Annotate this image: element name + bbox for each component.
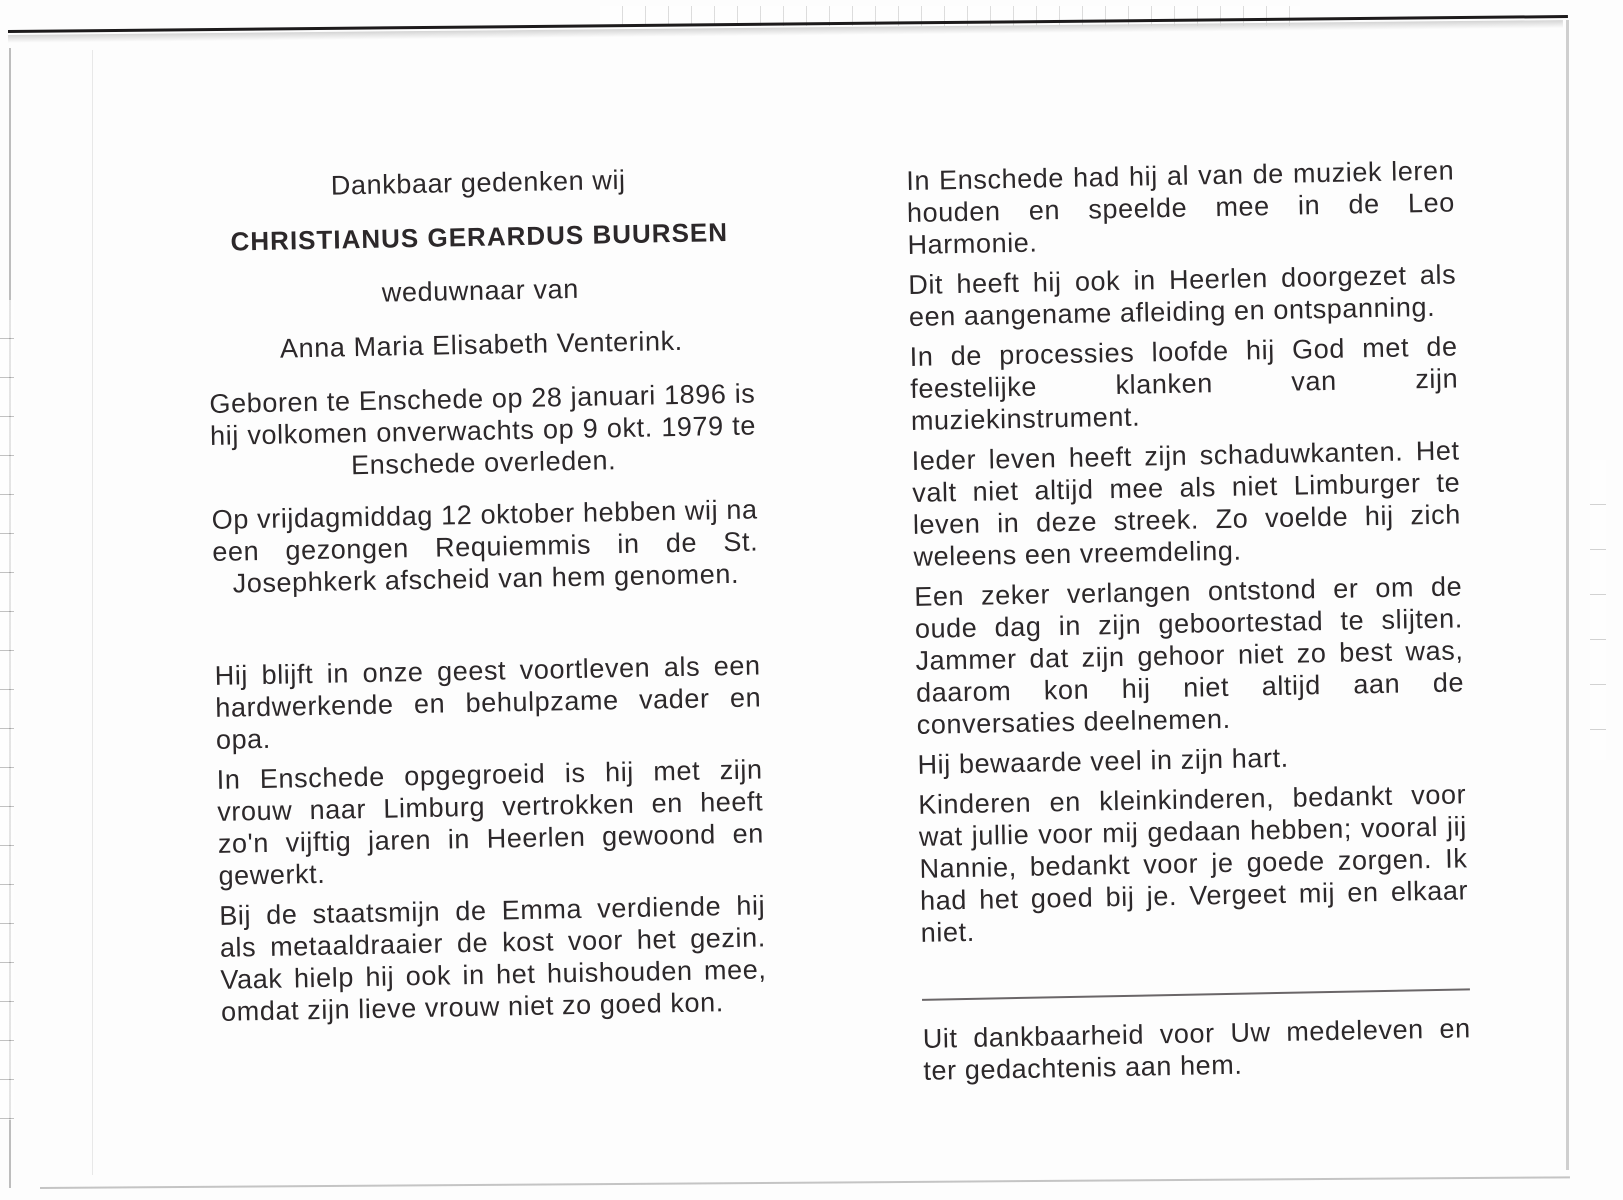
right-paragraph: Ieder leven heeft zijn schaduwkanten. Het valt niet altijd mee als niet Limburger te leven in deze streek. Zo voelde hij zich weleens een vreemdeling. [911, 435, 1462, 572]
right-paragraph: Een zeker verlangen ontstond er om de oude dag in zijn geboortestad te slijten. Jammer dat zijn gehoor niet zo best was, daarom kon hij niet altijd aan de conversaties deelnemen. [914, 571, 1465, 740]
funeral-paragraph: Op vrijdagmiddag 12 oktober hebben wij na een gezongen Requiemmis in de St. Josephkerk afscheid van hem genomen. [211, 494, 759, 599]
right-paragraph: In Enschede had hij al van de muziek leren houden en speelde mee in de Leo Harmonie. [906, 155, 1456, 260]
left-paragraph: In Enschede opgegroeid is hij met zijn vrouw naar Limburg vertrokken en heeft zo'n vijftig jaren in Heerlen gewoond en gewerkt. [216, 754, 765, 891]
spouse-name: Anna Maria Elisabeth Venterink. [279, 325, 684, 364]
left-column [205, 162, 767, 1036]
right-paragraph: Kinderen en kleinkinderen, bedankt voor wat jullie voor mij gedaan hebben; vooral jij Nannie, bedankt voor je goede zorgen. Ik had het goed bij je. Vergeet mij en elkaar niet. [917, 779, 1469, 948]
card-bottom-edge [40, 1176, 1570, 1189]
birth-death-paragraph: Geboren te Enschede op 28 januari 1896 is hij volkomen onverwachts op 9 okt. 1979 te Enschede overleden. [209, 378, 757, 481]
closing-divider [922, 988, 1470, 1001]
closing-line: Uit dankbaarheid voor Uw medeleven en ter gedachtenis aan hem. [922, 1013, 1471, 1086]
right-paragraph: Hij bewaarde veel in zijn hart. [917, 742, 1290, 780]
left-paragraph: Bij de staatsmijn de Emma verdiende hij als metaaldraaier de kost voor het gezin. Vaak hielp hij ook in het huishouden mee, omdat zijn lieve vrouw niet zo goed kon. [218, 890, 767, 1027]
scan-artifact-right [1590, 460, 1606, 760]
card-fold-line [92, 50, 93, 1175]
right-paragraph: Dit heeft hij ook in Heerlen doorgezet als een aangename afleiding en ontspanning. [908, 259, 1457, 332]
right-column [906, 154, 1472, 1086]
widower-line: weduwnaar van [381, 273, 580, 308]
scan-artifact-left [0, 300, 14, 1120]
left-paragraph: Hij blijft in onze geest voortleven als een hardwerkende en behulpzame vader en opa. [214, 650, 762, 755]
intro-line: Dankbaar gedenken wij [330, 164, 626, 201]
deceased-name: CHRISTIANUS GERARDUS BUURSEN [230, 216, 729, 257]
right-paragraph: In de processies loofde hij God met de feestelijke klanken van zijn muziekinstrument. [909, 331, 1459, 436]
card-right-edge [1566, 20, 1569, 1170]
